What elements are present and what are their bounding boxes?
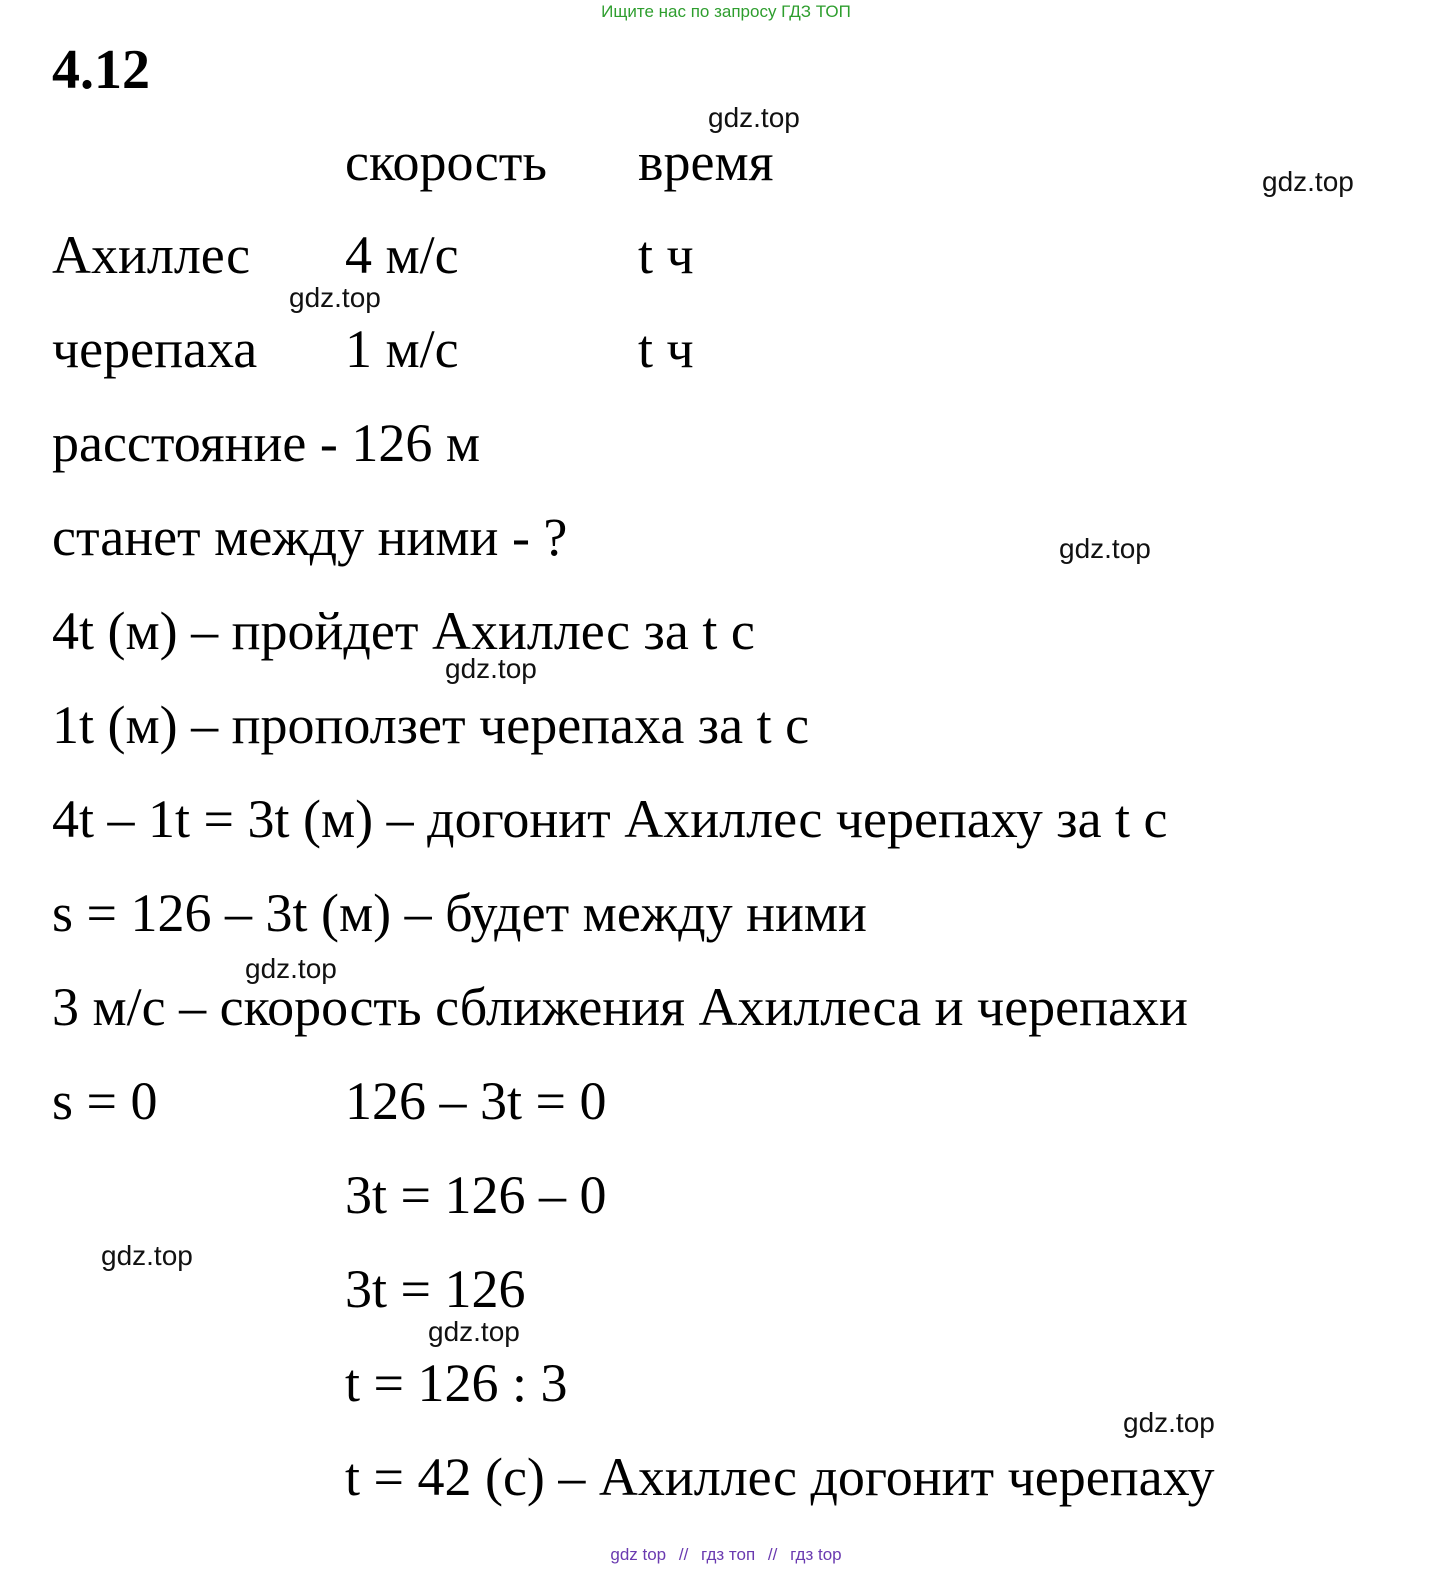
equation-5: t = 42 (с) – Ахиллес догонит черепаху xyxy=(345,1447,1215,1507)
row-turtle-speed: 1 м/с xyxy=(345,319,459,379)
footer-text-b: гдз топ xyxy=(701,1545,756,1564)
watermark: gdz.top xyxy=(101,1240,193,1271)
header-speed: скорость xyxy=(345,132,547,192)
row-achilles-name: Ахиллес xyxy=(52,225,251,285)
solution-line-5: 3 м/с – скорость сближения Ахиллеса и черепахи xyxy=(52,977,1188,1037)
row-turtle-time: t ч xyxy=(638,319,694,379)
solution-line-3: 4t – 1t = 3t (м) – догонит Ахиллес черепаху за t с xyxy=(52,789,1168,849)
header-time: время xyxy=(638,132,774,192)
problem-number: 4.12 xyxy=(52,39,150,101)
watermark: gdz.top xyxy=(1123,1407,1215,1438)
footer-separator: // xyxy=(767,1545,778,1564)
watermark: gdz.top xyxy=(428,1316,520,1347)
equation-1: 126 – 3t = 0 xyxy=(345,1071,607,1131)
watermark: gdz.top xyxy=(445,653,537,684)
watermark: gdz.top xyxy=(1262,166,1354,197)
distance-line: расстояние - 126 м xyxy=(52,413,481,473)
footer-text-c: гдз top xyxy=(790,1545,842,1564)
solution-line-1: 4t (м) – пройдет Ахиллес за t с xyxy=(52,601,755,661)
solution-line-4: s = 126 – 3t (м) – будет между ними xyxy=(52,883,867,943)
equation-3: 3t = 126 xyxy=(345,1259,526,1319)
row-achilles-speed: 4 м/с xyxy=(345,225,459,285)
question-line: станет между ними - ? xyxy=(52,507,568,567)
watermark: gdz.top xyxy=(245,953,337,984)
equation-4: t = 126 : 3 xyxy=(345,1353,568,1413)
footer-separator: // xyxy=(678,1545,689,1564)
watermark: gdz.top xyxy=(289,282,381,313)
footer xyxy=(0,1545,1452,1565)
equation-2: 3t = 126 – 0 xyxy=(345,1165,607,1225)
s-zero: s = 0 xyxy=(52,1071,158,1131)
watermark: gdz.top xyxy=(708,102,800,133)
row-turtle-name: черепаха xyxy=(52,319,258,379)
row-achilles-time: t ч xyxy=(638,225,694,285)
top-banner: Ищите нас по запросу ГДЗ ТОП xyxy=(601,2,851,21)
footer-text-a: gdz top xyxy=(610,1545,667,1564)
watermark: gdz.top xyxy=(1059,533,1151,564)
solution-line-2: 1t (м) – проползет черепаха за t с xyxy=(52,695,810,755)
